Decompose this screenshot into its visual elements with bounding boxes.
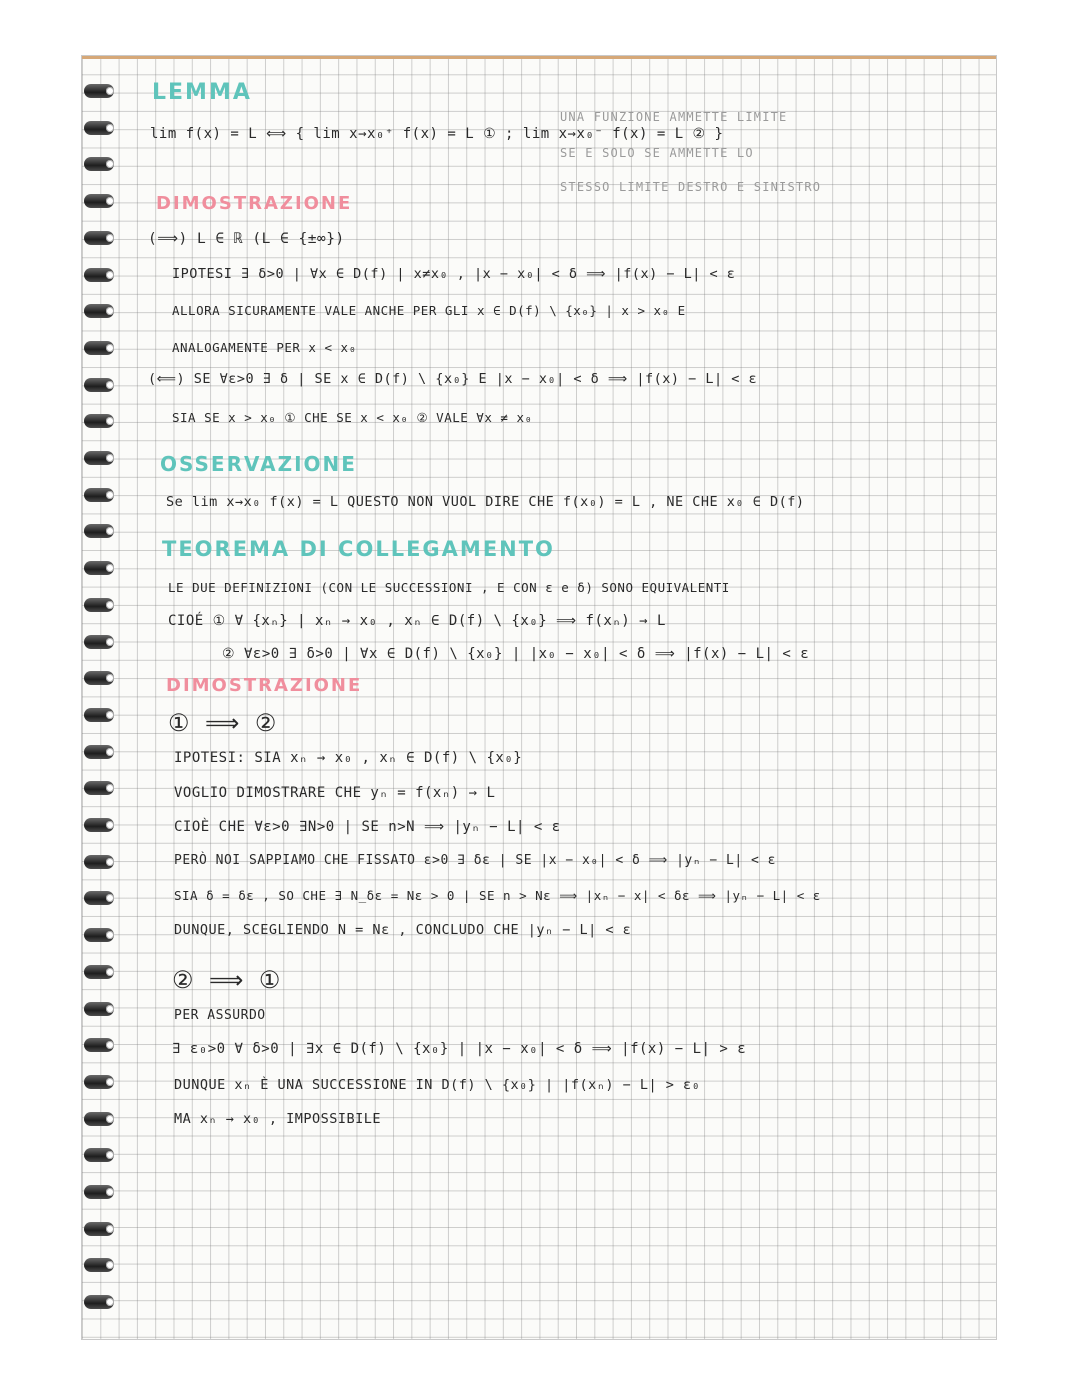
proof1-line-3: ALLORA SICURAMENTE VALE ANCHE PER GLI x ∈ D(f) \ {x₀} | x > x₀ E [172, 303, 686, 318]
binding-hole [106, 1005, 114, 1013]
binding-hole [106, 344, 114, 352]
spiral-binding [84, 84, 124, 1324]
binding-hole [106, 1115, 114, 1123]
binding-hole [106, 821, 114, 829]
theorem-line-3: ② ∀ε>0 ∃ δ>0 | ∀x ∈ D(f) \ {x₀} | |x₀ − x₀| < δ ⟹ |f(x) − L| < ε [222, 646, 810, 662]
binding-hole [106, 748, 114, 756]
proof2-part1-line-3: CIOÈ CHE ∀ε>0 ∃N>0 | SE n>N ⟹ |yₙ − L| < ε [174, 819, 561, 835]
proof1-line-4: ANALOGAMENTE PER x < x₀ [172, 340, 357, 355]
binding-hole [106, 381, 114, 389]
proof2-part2-label: ② ⟹ ① [172, 966, 281, 994]
lemma-side-note-3: STESSO LIMITE DESTRO E SINISTRO [560, 180, 822, 194]
proof1-line-5: (⟸) SE ∀ε>0 ∃ δ | SE x ∈ D(f) \ {x₀} E |x − x₀| < δ ⟹ |f(x) − L| < ε [148, 371, 758, 387]
lemma-statement: lim f(x) = L ⟺ { lim x→x₀⁺ f(x) = L ① ; lim x→x₀⁻ f(x) = L ② } [150, 126, 724, 142]
binding-hole [106, 124, 114, 132]
binding-hole [106, 491, 114, 499]
proof1-line-1: (⟹) L ∈ ℝ (L ∈ {±∞}) [148, 231, 345, 247]
binding-hole [106, 1188, 114, 1196]
observation-title: OSSERVAZIONE [160, 452, 357, 476]
notebook-page [82, 56, 996, 1339]
binding-hole [106, 87, 114, 95]
binding-hole [106, 234, 114, 242]
lemma-side-note-2: SE E SOLO SE AMMETTE LO [560, 146, 754, 160]
proof2-part1-label: ① ⟹ ② [168, 709, 277, 737]
binding-hole [106, 711, 114, 719]
observation-line: Se lim x→x₀ f(x) = L QUESTO NON VUOL DIRE CHE f(x₀) = L , NE CHE x₀ ∈ D(f) [166, 494, 805, 510]
theorem-line-1: LE DUE DEFINIZIONI (CON LE SUCCESSIONI , E CON ε e δ) SONO EQUIVALENTI [168, 580, 730, 595]
proof2-part1-line-5: SIA δ = δε , SO CHE ∃ N_δε = Nε > 0 | SE n > Nε ⟹ |xₙ − x| < δε ⟹ |yₙ − L| < ε [174, 888, 821, 903]
binding-hole [106, 271, 114, 279]
proof2-part1-line-1: IPOTESI: SIA xₙ → x₀ , xₙ ∈ D(f) \ {x₀} [174, 750, 523, 766]
page-top-edge [82, 56, 996, 59]
proof1-line-6: SIA SE x > x₀ ① CHE SE x < x₀ ② VALE ∀x ≠ x₀ [172, 410, 533, 425]
proof2-part2-line-2: ∃ ε₀>0 ∀ δ>0 | ∃x ∈ D(f) \ {x₀} | |x − x₀| < δ ⟹ |f(x) − L| > ε [172, 1041, 747, 1057]
proof2-title: DIMOSTRAZIONE [166, 675, 363, 696]
lemma-title: LEMMA [152, 80, 252, 105]
binding-hole [106, 968, 114, 976]
proof2-part2-line-1: PER ASSURDO [174, 1008, 266, 1023]
proof2-part2-line-3: DUNQUE xₙ È UNA SUCCESSIONE IN D(f) \ {x₀} | |f(xₙ) − L| > ε₀ [174, 1077, 701, 1093]
theorem-title: TEOREMA DI COLLEGAMENTO [162, 537, 555, 561]
binding-hole [106, 858, 114, 866]
lemma-side-note-1: UNA FUNZIONE AMMETTE LIMITE [560, 110, 788, 124]
theorem-line-2: CIOÉ ① ∀ {xₙ} | xₙ → x₀ , xₙ ∈ D(f) \ {x₀} ⟹ f(xₙ) → L [168, 613, 666, 629]
proof2-part1-line-4: PERÒ NOI SAPPIAMO CHE FISSATO ε>0 ∃ δε | SE |x − x₀| < δ ⟹ |yₙ − L| < ε [174, 853, 777, 868]
proof2-part1-line-6: DUNQUE, SCEGLIENDO N = Nε , CONCLUDO CHE |yₙ − L| < ε [174, 922, 632, 938]
proof1-line-2: IPOTESI ∃ δ>0 | ∀x ∈ D(f) | x≠x₀ , |x − x₀| < δ ⟹ |f(x) − L| < ε [172, 266, 736, 282]
binding-hole [106, 601, 114, 609]
proof2-part1-line-2: VOGLIO DIMOSTRARE CHE yₙ = f(xₙ) → L [174, 785, 496, 801]
binding-hole [106, 1078, 114, 1086]
binding-hole [106, 1225, 114, 1233]
proof1-title: DIMOSTRAZIONE [156, 193, 353, 214]
binding-hole [106, 638, 114, 646]
proof2-part2-line-4: MA xₙ → x₀ , IMPOSSIBILE [174, 1111, 382, 1127]
binding-hole [106, 454, 114, 462]
